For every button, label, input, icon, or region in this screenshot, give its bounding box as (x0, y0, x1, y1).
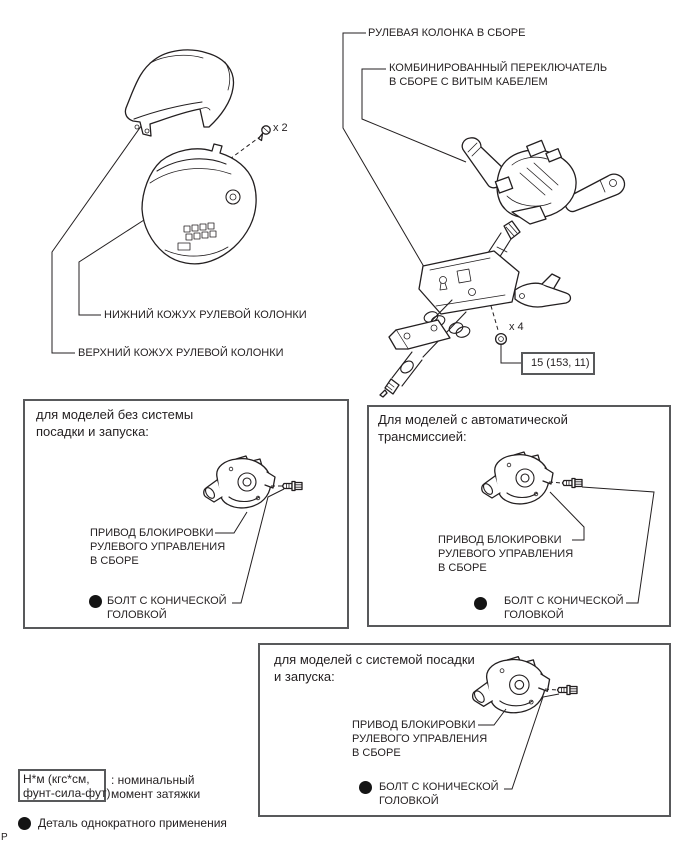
actuator-label-3-line3: В СБОРЕ (352, 747, 401, 759)
actuator-label-2-line3: В СБОРЕ (438, 562, 487, 574)
actuator-label-1-line1: ПРИВОД БЛОКИРОВКИ (90, 527, 214, 539)
variant-box-2-title-line2: трансмиссией: (378, 429, 467, 444)
combination-switch-illustration (462, 138, 624, 224)
variant-box-1-title-line1: для моделей без системы (36, 407, 194, 422)
actuator-label-2-line2: РУЛЕВОГО УПРАВЛЕНИЯ (438, 548, 574, 560)
bolt-qty-label: x 4 (509, 321, 524, 333)
bolt-label-3-line1: БОЛТ С КОНИЧЕСКОЙ (379, 781, 499, 793)
bolt-icon (496, 334, 507, 345)
variant-box-2-title-line1: Для моделей с автоматической (378, 412, 568, 427)
torque-connector-line (501, 345, 521, 363)
bolt-label-2-line1: БОЛТ С КОНИЧЕСКОЙ (504, 595, 624, 607)
lower-column-cover-illustration (142, 144, 256, 264)
single-use-bullet-2 (474, 597, 487, 610)
variant-box-3-title-line1: для моделей с системой посадки (274, 652, 475, 667)
screw-qty-label: x 2 (273, 122, 288, 134)
actuator-label-2-line1: ПРИВОД БЛОКИРОВКИ (438, 534, 562, 546)
combination-switch-label-line2: В СБОРЕ С ВИТЫМ КАБЕЛЕМ (389, 76, 548, 88)
actuator-label-3-line1: ПРИВОД БЛОКИРОВКИ (352, 719, 476, 731)
bolt-label-1-line2: ГОЛОВКОЙ (107, 609, 167, 621)
bolt-label-2-line2: ГОЛОВКОЙ (504, 609, 564, 621)
actuator-label-1-line3: В СБОРЕ (90, 555, 139, 567)
variant-box-3-title-line2: и запуска: (274, 669, 335, 684)
actuator-label-3-line2: РУЛЕВОГО УПРАВЛЕНИЯ (352, 733, 488, 745)
torque-unit-line1: Н*м (кгс*см, (23, 772, 90, 786)
single-use-bullet-1 (89, 595, 102, 608)
screw-icon (259, 126, 271, 141)
variant-box-1-title-line2: посадки и запуска: (36, 424, 149, 439)
steering-column-assembly-label: РУЛЕВАЯ КОЛОНКА В СБОРЕ (368, 27, 526, 39)
torque-spec-box (521, 352, 595, 375)
upper-cover-label: ВЕРХНИЙ КОЖУХ РУЛЕВОЙ КОЛОНКИ (78, 347, 284, 359)
actuator-label-1-line2: РУЛЕВОГО УПРАВЛЕНИЯ (90, 541, 226, 553)
single-use-legend-bullet (18, 817, 31, 830)
lower-cover-label: НИЖНИЙ КОЖУХ РУЛЕВОЙ КОЛОНКИ (104, 309, 307, 321)
single-use-note: Деталь однократного применения (38, 816, 227, 830)
leader-line-lower-cover (79, 220, 144, 315)
torque-desc-line1: : номинальный (111, 773, 195, 787)
torque-unit-line2: фунт-сила-фут) (23, 786, 111, 800)
page-corner-letter: P (1, 832, 8, 843)
single-use-bullet-3 (359, 781, 372, 794)
bolt-label-1-line1: БОЛТ С КОНИЧЕСКОЙ (107, 595, 227, 607)
upper-column-cover-illustration (125, 50, 233, 136)
bolt-label-3-line2: ГОЛОВКОЙ (379, 795, 439, 807)
torque-desc-line2: момент затяжки (111, 787, 201, 801)
torque-spec-value: 15 (153, 11) (531, 357, 590, 369)
combination-switch-label-line1: КОМБИНИРОВАННЫЙ ПЕРЕКЛЮЧАТЕЛЬ (389, 62, 608, 74)
